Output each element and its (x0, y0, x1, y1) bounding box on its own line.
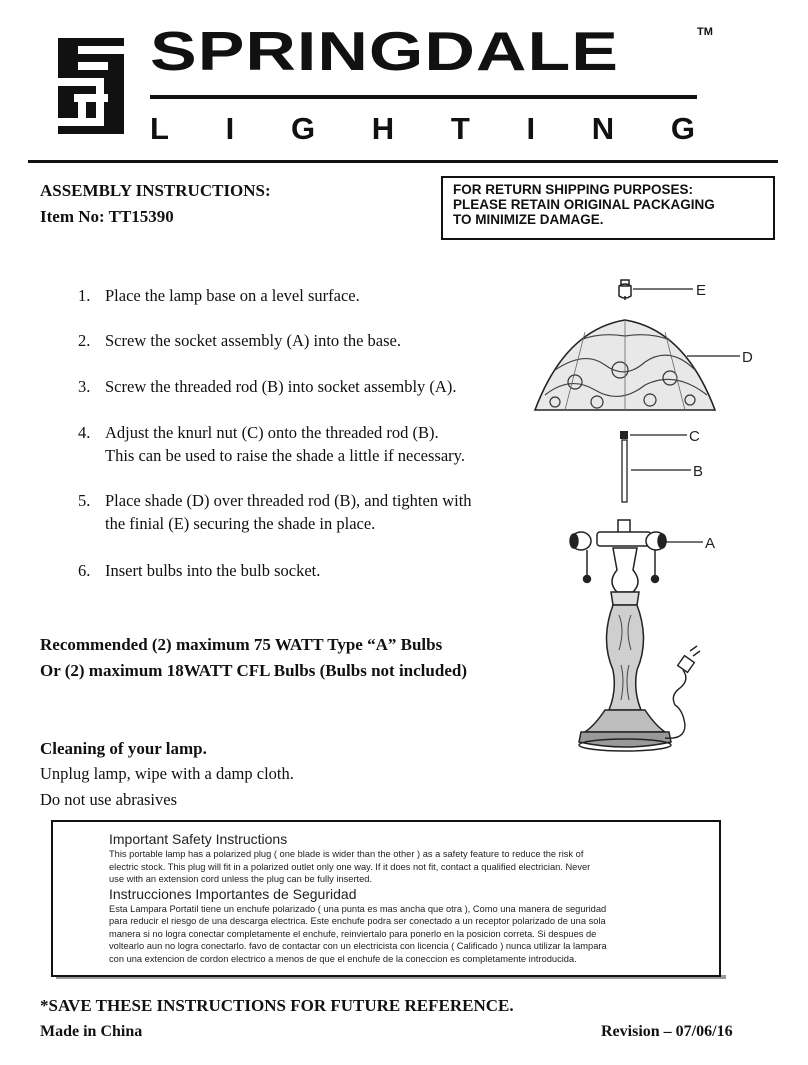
label-d: D (742, 349, 753, 366)
step-line: Adjust the knurl nut (C) onto the threaded rod (B). (105, 423, 439, 442)
subtitle-letter: G (670, 111, 695, 146)
item-number: Item No: TT15390 (40, 207, 174, 226)
subtitle-letter: T (450, 111, 470, 146)
label-a: A (705, 535, 716, 552)
step-number: 2. (78, 331, 91, 350)
label-c: C (689, 428, 700, 445)
subtitle-letter: H (371, 111, 395, 146)
brand-subtitle (150, 112, 695, 146)
notice-line: FOR RETURN SHIPPING PURPOSES: (453, 182, 694, 197)
subtitle-letter: N (591, 111, 615, 146)
step-text: Screw the threaded rod (B) into socket assembly (A). (105, 377, 457, 396)
safety-line: This portable lamp has a polarized plug ( one blade is wider than the other ) as a safety feature to reduce the risk of (109, 849, 584, 859)
step-number: 6. (78, 561, 91, 580)
lamp-exploded-diagram (525, 270, 775, 770)
springdale-logo-icon (58, 38, 124, 134)
cleaning-title: Cleaning of your lamp. (40, 739, 207, 758)
step-text (105, 489, 505, 535)
finial-part (619, 280, 631, 300)
step-3 (78, 375, 505, 398)
step-6 (78, 559, 505, 582)
step-text: Screw the socket assembly (A) into the base. (105, 331, 402, 350)
safety-line: para reducir el riesgo de una descarga electrica. Este enchufe podra ser conectado a un receptor polarizado de una sola (109, 916, 606, 926)
threaded-rod-part (622, 440, 627, 502)
cleaning-text: Do not use abrasives (40, 790, 178, 809)
subtitle-letter: G (290, 111, 316, 146)
step-line: the finial (E) securing the shade in place. (105, 514, 376, 533)
safety-line: voltearlo aun no logra conectarlo. favo de contactar con un electricista con licencia ( Calificado ) nunca utilizar la lampara (109, 941, 607, 951)
save-instructions-note: *SAVE THESE INSTRUCTIONS FOR FUTURE REFERENCE. (40, 996, 514, 1015)
step-line: This can be used to raise the shade a little if necessary. (105, 446, 465, 465)
step-text: Insert bulbs into the bulb socket. (105, 561, 321, 580)
step-2 (78, 329, 505, 352)
safety-line: electric stock. This plug will fit in a polarized outlet only one way. If it does not fit, contact a qualified electrician. Never (109, 861, 591, 872)
brand-divider (150, 95, 697, 99)
cleaning-text: Unplug lamp, wipe with a damp cloth. (40, 764, 294, 783)
safety-line: manera si no logra conectar completamente el enchufe, reinviertalo para ponerlo en la posicion correta. Si despues de (109, 928, 597, 939)
label-b: B (693, 463, 704, 480)
knurl-nut-part (620, 431, 628, 439)
brand-name: SPRINGDALE (150, 20, 619, 82)
step-number: 1. (78, 286, 91, 305)
revision-label: Revision – 07/06/16 (601, 1023, 733, 1040)
safety-line: Esta Lampara Portatil tiene un enchufe polarizado ( una punta es mas ancha que otra ), Como una manera de seguridad (109, 903, 607, 914)
subtitle-letter: I (526, 111, 536, 146)
made-in-label: Made in China (40, 1023, 143, 1040)
step-line: Place shade (D) over threaded rod (B), and tighten with (105, 491, 472, 510)
subtitle-letter: L (150, 111, 169, 146)
step-number: 5. (78, 491, 91, 510)
power-cord-part (665, 646, 700, 738)
safety-title-es: Instrucciones Importantes de Seguridad (109, 885, 357, 902)
label-e: E (696, 282, 707, 299)
subtitle-letter: I (225, 111, 235, 146)
assembly-title: ASSEMBLY INSTRUCTIONS: (40, 181, 271, 200)
notice-line: TO MINIMIZE DAMAGE. (453, 212, 604, 227)
step-text: Place the lamp base on a level surface. (105, 286, 360, 305)
bulb-recommendation-cfl: Or (2) maximum 18WATT CFL Bulbs (Bulbs not included) (40, 661, 467, 680)
return-shipping-notice (441, 176, 775, 240)
safety-instructions-box (51, 820, 721, 977)
step-number: 3. (78, 377, 91, 396)
step-text (105, 421, 505, 467)
bulb-recommendation: Recommended (2) maximum 75 WATT Type “A” Bulbs (40, 635, 443, 654)
safety-title-en: Important Safety Instructions (109, 831, 288, 847)
step-5 (78, 489, 505, 535)
step-4 (78, 421, 505, 467)
header-divider (28, 160, 778, 163)
shade-part (535, 320, 715, 410)
safety-line: con una extencion de cordon electrico a menos de que el enchufe de la coneccion es completamente introducida. (109, 953, 577, 964)
step-1 (78, 284, 505, 307)
step-number: 4. (78, 423, 91, 442)
trademark-mark: TM (697, 26, 713, 38)
safety-line: use with an extension cord unless the plug can be fully inserted. (109, 874, 373, 884)
notice-line: PLEASE RETAIN ORIGINAL PACKAGING (453, 197, 715, 212)
